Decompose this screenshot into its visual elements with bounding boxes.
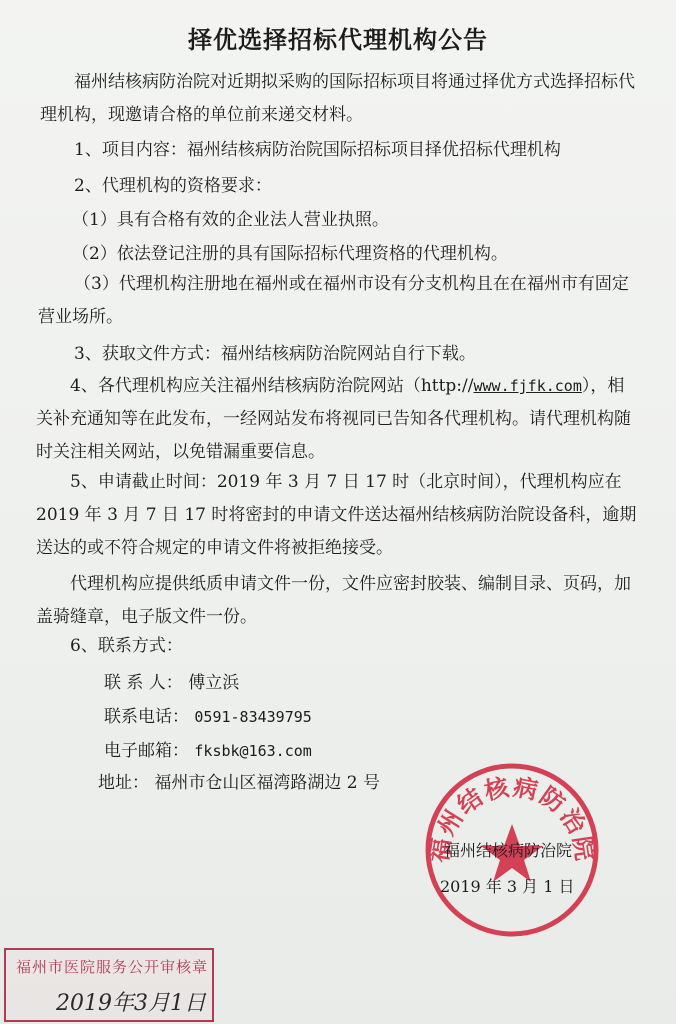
item-4-text-after: ），相关补充通知等在此发布，一经网站发布将视同已告知各代理机构。请代理机构随时关注相关网站，以免错漏重要信息。 [36, 376, 631, 462]
review-stamp-date: 2019年3月1日 [56, 991, 206, 1016]
contact-address-label: 地址： [98, 773, 149, 793]
contact-email-value[interactable]: fksbk@163.com [194, 742, 312, 760]
item-4-text-before: 4、各代理机构应关注福州结核病防治院网站（http:// [70, 376, 474, 396]
contact-person-label: 联 系 人： [104, 673, 183, 693]
item-5-deadline: 5、申请截止时间：2019 年 3 月 7 日 17 时（北京时间），代理机构应在 2019 年 3 月 7 日 17 时将密封的申请文件送达福州结核病防治院设备科，逾期送达的或不符合规定的申请文件将被拒绝接受。 [36, 472, 637, 558]
item-6-contact-heading: 6、联系方式： [70, 636, 183, 656]
contact-phone-label: 联系电话： [104, 707, 189, 727]
intro-paragraph: 福州结核病防治院对近期拟采购的国际招标项目将通过择优方式选择招标代理机构，现邀请合格的单位前来递交材料。 [40, 72, 635, 125]
website-link[interactable]: www.fjfk.com [473, 377, 582, 395]
contact-phone-value: 0591-83439795 [194, 708, 312, 726]
contact-address-row [98, 768, 380, 793]
item-1-project-content: 1、项目内容：福州结核病防治院国际招标项目择优招标代理机构 [74, 140, 561, 160]
contact-phone-row [104, 702, 312, 727]
review-stamp [4, 948, 214, 1022]
signature-organization: 福州结核病防治院 [444, 841, 573, 860]
review-stamp-title: 福州市医院服务公开审核章 [16, 958, 209, 976]
item-3-document-access: 3、获取文件方式：福州结核病防治院网站自行下载。 [74, 344, 476, 364]
requirement-1: （1）具有合格有效的企业法人营业执照。 [72, 210, 389, 230]
signature-date: 2019 年 3 月 1 日 [440, 877, 575, 896]
contact-email-row [104, 736, 312, 761]
contact-email-label: 电子邮箱： [104, 741, 189, 761]
requirement-2: （2）依法登记注册的具有国际招标代理资格的代理机构。 [72, 244, 508, 264]
item-4-website-notice [36, 370, 640, 469]
contact-person-row [104, 668, 239, 693]
requirement-3: （3）代理机构注册地在福州或在福州市设有分支机构且在在福州市有固定营业场所。 [38, 274, 629, 327]
submission-note: 代理机构应提供纸质申请文件一份，文件应密封胶装、编制目录、页码，加盖骑缝章，电子版文件一份。 [36, 574, 631, 627]
item-2-qualification: 2、代理机构的资格要求： [74, 176, 272, 196]
notice-title: 择优选择招标代理机构公告 [188, 25, 488, 54]
contact-person-value: 傅立浜 [188, 673, 240, 693]
contact-address-value: 福州市仓山区福湾路湖边 2 号 [154, 773, 381, 793]
seal-text: 福州结核病防治院 [424, 771, 600, 865]
